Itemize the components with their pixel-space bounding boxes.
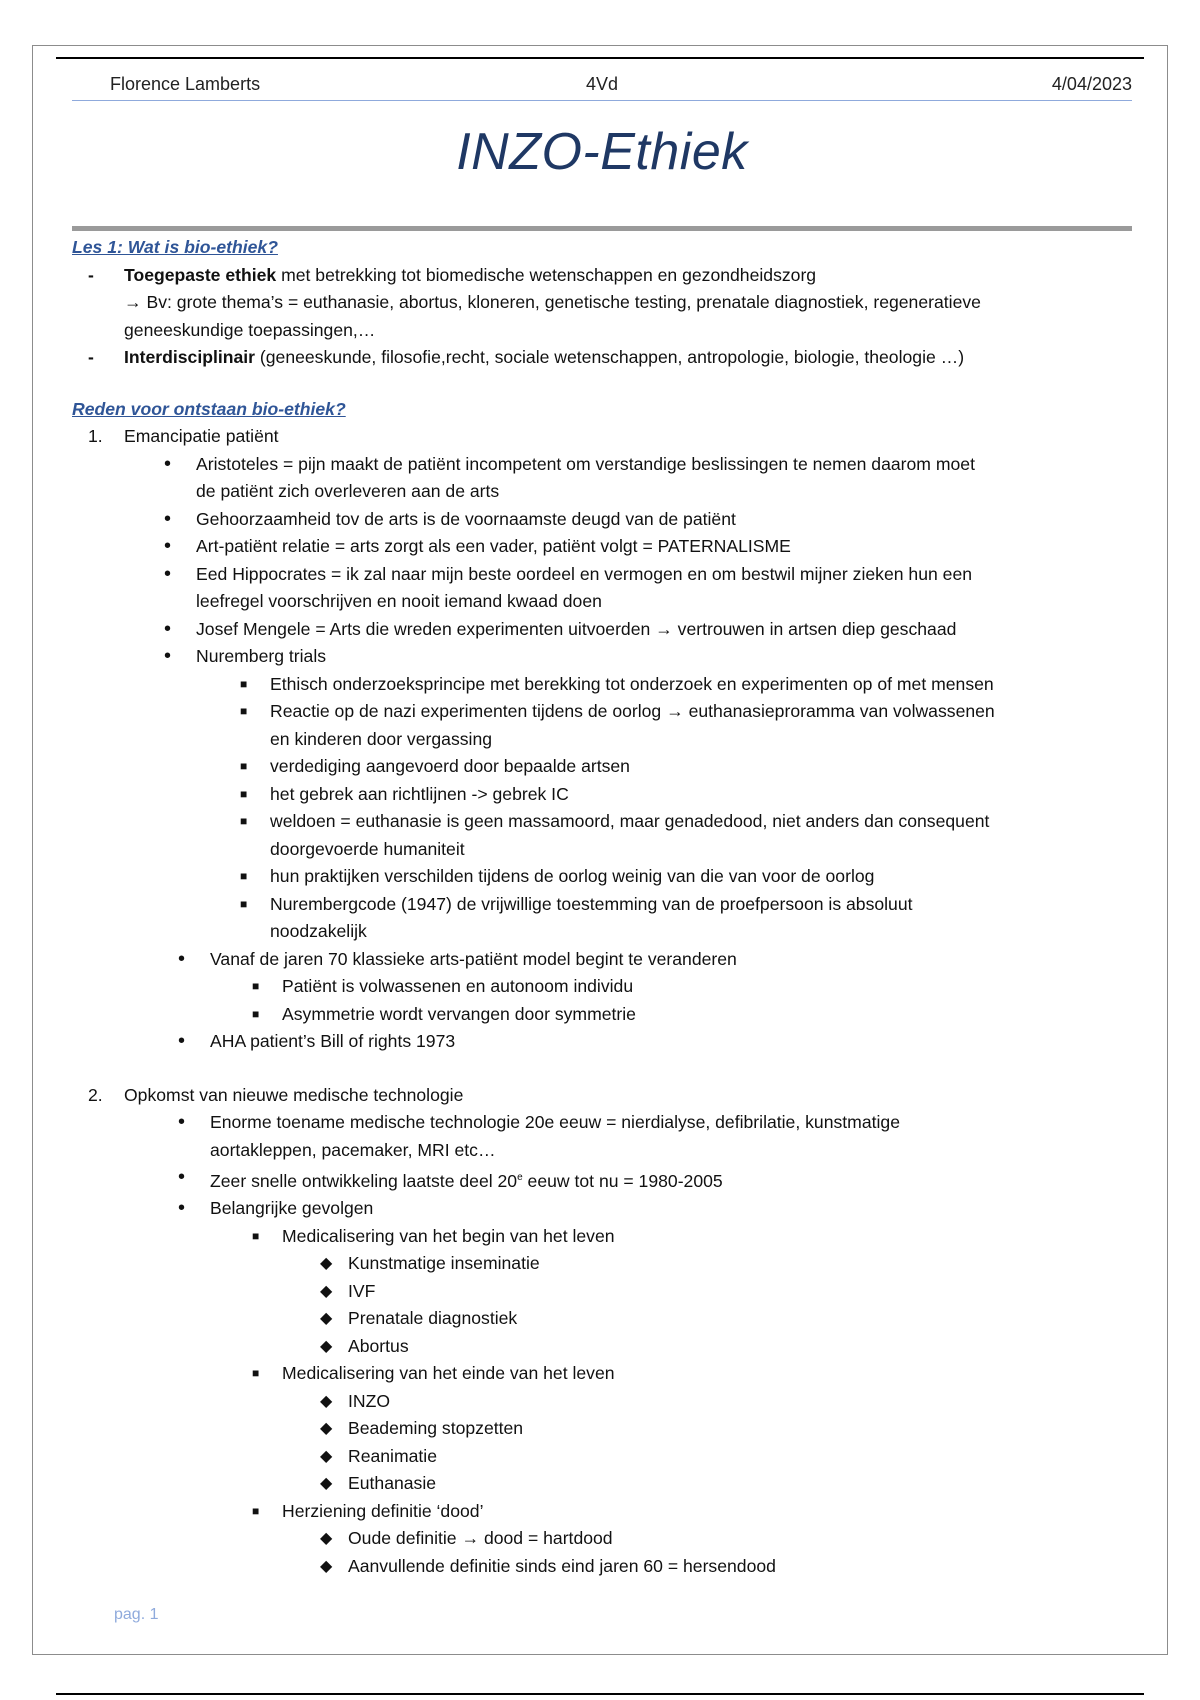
sub-list-item [72,808,1134,836]
item-text: Nurembergcode (1947) de vrijwillige toestemming van de proefpersoon is absoluut [270,893,913,914]
sub-sub-list-item [72,1305,1134,1333]
item-text: Medicalisering van het einde van het leven [282,1363,615,1384]
sub-list-item [72,1360,1134,1388]
bullet-diamond: ◆ [320,1392,333,1410]
item-text: Opkomst van nieuwe medische technologie [124,1084,464,1105]
item-text: het gebrek aan richtlijnen -> gebrek IC [270,783,569,804]
bullet-dot: • [178,1166,186,1188]
bullet-dot: • [178,1197,186,1220]
list-item [72,561,1134,589]
bullet-square: ■ [240,786,248,801]
item-text: (geneeskunde, filosofie,recht, sociale wetenschappen, antropologie, biologie, theologie …) [255,347,965,367]
item-text: Beademing stopzetten [348,1418,524,1439]
item-text: Herziening definitie ‘dood’ [282,1500,484,1521]
bullet-dot: • [164,645,172,667]
item-text: Zeer snelle ontwikkeling laatste deel 20 [210,1170,518,1191]
header-author: Florence Lamberts [110,74,261,94]
sub-list-item [72,1498,1134,1526]
bullet-square: ■ [240,704,248,718]
item-text: Prenatale diagnostiek [348,1308,518,1329]
bullet-square: ■ [252,1228,260,1243]
bullet-dot: • [164,535,172,557]
section-heading: Reden voor ontstaan bio-ethiek? [72,398,346,419]
list-item-continuation: → Bv: grote thema’s = euthanasie, abortus, kloneren, genetische testing, prenatale diagnostiek, regeneratieve [124,292,981,312]
item-text: Medicalisering van het begin van het leven [282,1225,615,1246]
sub-sub-list-item [72,1525,1134,1553]
list-item-continuation: en kinderen door vergassing [270,728,493,749]
item-text: Oude definitie → dood = hartdood [348,1528,613,1549]
bullet-diamond: ◆ [320,1310,333,1328]
bullet-square: ■ [240,869,248,883]
list-item [72,262,1134,290]
bullet-diamond: ◆ [320,1557,333,1575]
bullet-diamond: ◆ [320,1475,333,1493]
superscript: e [517,1172,523,1183]
bottom-rule [56,1693,1144,1695]
dash-bullet: - [88,347,94,367]
bullet-dot: • [178,947,186,970]
item-text: Aristoteles = pijn maakt de patiënt incompetent om verstandige beslissingen te nemen daarom moet [196,453,975,474]
bullet-square: ■ [240,896,248,911]
document-title: INZO-Ethiek [456,123,748,181]
sub-sub-list-item [72,1333,1134,1361]
item-text: INZO [348,1390,391,1411]
item-text: Belangrijke gevolgen [210,1198,374,1219]
bullet-diamond: ◆ [320,1530,333,1548]
bullet-diamond: ◆ [320,1255,333,1273]
bullet-square: ■ [252,1366,260,1381]
sub-sub-list-item [72,1443,1134,1471]
bullet-dot: • [164,617,172,640]
item-text: Reactie op de nazi experimenten tijdens de oorlog → euthanasieproramma van volwassenen [270,701,995,721]
numbered-item [72,1082,1134,1110]
list-item-continuation: leefregel voorschrijven en nooit iemand kwaad doen [196,591,602,611]
top-rule [56,57,1144,59]
page-number: pag. 1 [114,1606,159,1623]
bullet-dot: • [178,1111,186,1133]
sub-list-item [72,1001,1134,1029]
bullet-square: ■ [252,1503,260,1518]
bullet-square: ■ [252,979,260,993]
list-item [72,616,1134,644]
item-text: Josef Mengele = Arts die wreden experimenten uitvoerden → vertrouwen in artsen diep geschaad [196,618,957,639]
page-header [72,72,1132,101]
item-text: Art-patiënt relatie = arts zorgt als een vader, patiënt volgt = PATERNALISME [196,536,791,556]
sub-sub-list-item [72,1250,1134,1278]
sub-list-item [72,698,1134,726]
bullet-diamond: ◆ [320,1337,333,1355]
item-text: Gehoorzaamheid tov de arts is de voornaamste deugd van de patiënt [196,508,736,529]
item-text: Reanimatie [348,1445,437,1466]
sub-list-item [72,891,1134,919]
item-bold-term: Interdisciplinair [124,347,256,367]
list-item [72,1195,1134,1223]
sub-list-item [72,973,1134,1001]
sub-sub-list-item [72,1278,1134,1306]
list-item [72,451,1134,479]
bullet-dot: • [164,452,172,475]
sub-sub-list-item [72,1388,1134,1416]
item-text: weldoen = euthanasie is geen massamoord, maar genadedood, niet anders dan consequent [270,811,990,831]
item-text: Enorme toename medische technologie 20e eeuw = nierdialyse, defibrilatie, kunstmatige [210,1112,900,1132]
bullet-diamond: ◆ [320,1420,333,1438]
bullet-diamond: ◆ [320,1447,333,1465]
item-text: Vanaf de jaren 70 klassieke arts-patiënt model begint te veranderen [210,948,737,969]
list-item [72,643,1134,671]
item-text: Patiënt is volwassenen en autonoom individu [282,976,634,996]
list-item-continuation: geneeskundige toepassingen,… [124,319,376,340]
item-text: IVF [348,1280,376,1301]
sub-list-item [72,753,1134,781]
numbered-item [72,423,1134,451]
sub-list-item [72,1223,1134,1251]
item-text: hun praktijken verschilden tijdens de oorlog weinig van die van voor de oorlog [270,866,875,886]
item-bold-term: Toegepaste ethiek [124,264,277,285]
list-item-continuation: de patiënt zich overleveren aan de arts [196,481,500,501]
list-item [72,344,1134,372]
bullet-diamond: ◆ [320,1282,333,1300]
list-item [72,946,1134,974]
list-item [72,1109,1134,1137]
dash-bullet: - [88,264,94,285]
list-item [72,506,1134,534]
list-item [72,1028,1134,1056]
item-text: Euthanasie [348,1473,437,1494]
header-class: 4Vd [585,74,619,94]
bullet-square: ■ [240,759,248,773]
item-text: Eed Hippocrates = ik zal naar mijn beste oordeel en vermogen en om bestwil mijner zieken hun een [196,563,973,584]
bullet-square: ■ [252,1006,260,1021]
list-item [72,533,1134,561]
item-number: 1. [88,426,103,446]
item-text: verdediging aangevoerd door bepaalde artsen [270,756,630,776]
bullet-square: ■ [240,814,248,828]
item-text: Asymmetrie wordt vervangen door symmetrie [282,1003,636,1024]
sub-sub-list-item [72,1470,1134,1498]
item-text: Kunstmatige inseminatie [348,1253,540,1274]
list-item-continuation: noodzakelijk [270,921,367,941]
bullet-square: ■ [240,676,248,691]
list-item-continuation: aortakleppen, pacemaker, MRI etc… [210,1139,496,1160]
list-item-continuation: doorgevoerde humaniteit [270,838,465,859]
item-text: met betrekking tot biomedische wetenschappen en gezondheidszorg [276,264,817,285]
item-text: Nuremberg trials [196,646,327,666]
item-text: eeuw tot nu = 1980-2005 [522,1170,723,1191]
item-text: Emancipatie patiënt [124,426,279,446]
sub-list-item [72,671,1134,699]
list-item [72,1164,1134,1195]
sub-list-item [72,781,1134,809]
sub-sub-list-item [72,1553,1134,1581]
header-date: 4/04/2023 [1051,74,1132,94]
document-body [72,234,1134,1580]
section-heading: Les 1: Wat is bio-ethiek? [72,237,278,257]
item-text: Abortus [348,1335,409,1356]
sub-list-item [72,863,1134,891]
bullet-dot: • [164,562,172,585]
item-text: Aanvullende definitie sinds eind jaren 60 = hersendood [348,1555,776,1576]
sub-sub-list-item [72,1415,1134,1443]
title-rule [72,226,1132,231]
item-number: 2. [88,1084,103,1105]
item-text: Ethisch onderzoeksprincipe met berekking tot onderzoek en experimenten op of met mensen [270,673,994,694]
bullet-dot: • [164,507,172,530]
bullet-dot: • [178,1030,186,1052]
item-text: AHA patient’s Bill of rights 1973 [210,1031,456,1051]
